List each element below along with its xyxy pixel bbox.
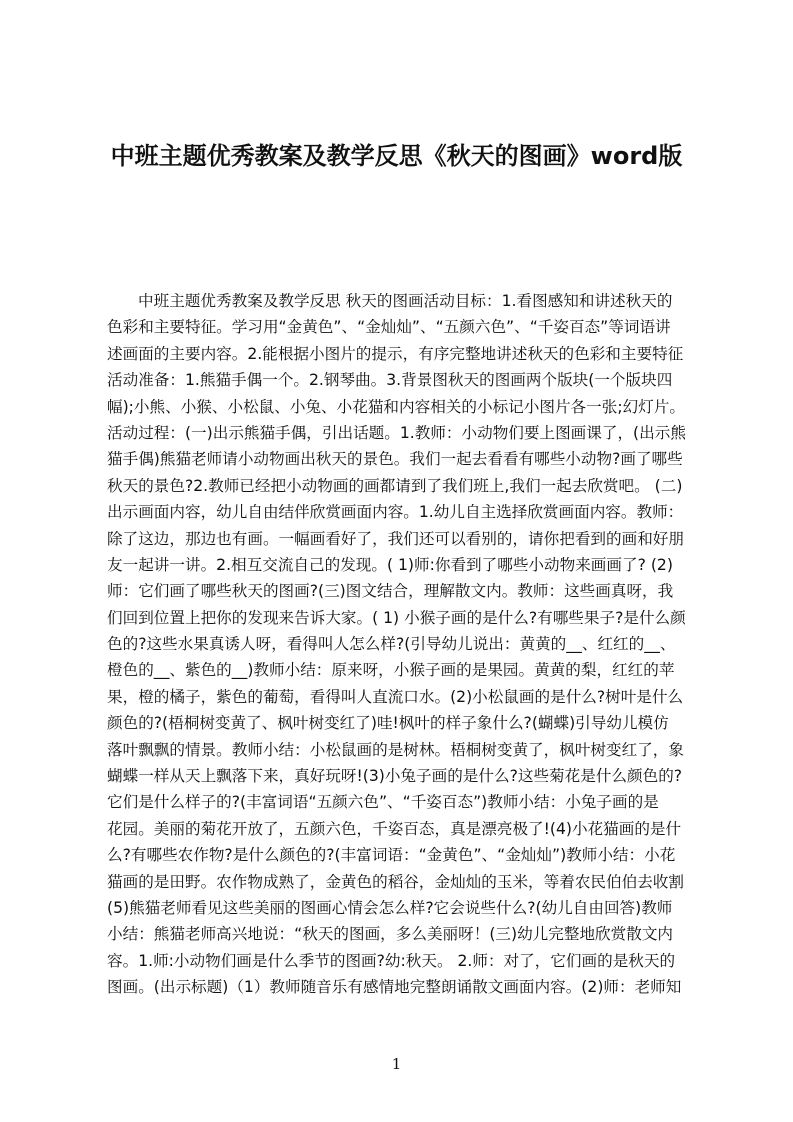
body-line: 猫手偶)熊猫老师请小动物画出秋天的景色。我们一起去看看有哪些小动物?画了哪些 <box>107 450 683 469</box>
body-line: 小结：熊猫老师高兴地说：“秋天的图画，多么美丽呀！(三)幼儿完整地欣赏散文内 <box>107 925 674 944</box>
body-line: 活动准备：1.熊猫手偶一个。2.钢琴曲。3.背景图秋天的图画两个版块(一个版块四 <box>107 371 673 390</box>
body-line: 容。1.师:小动物们画是什么季节的图画?幼:秋天。 2.师：对了，它们画的是秋天的 <box>107 951 676 970</box>
body-line: 活动过程：(一)出示熊猫手偶，引出话题。1.教师：小动物们要上图画课了，(出示熊 <box>107 423 686 442</box>
body-line: 除了这边，那边也有画。一幅画看好了，我们还可以看别的，请你把看到的画和好朋 <box>107 529 684 548</box>
body-line: 落叶飘飘的情景。教师小结：小松鼠画的是树林。梧桐树变黄了，枫叶树变红了，象 <box>107 740 684 759</box>
body-line: 友一起讲一讲。2.相互交流自己的发现。( 1)师:你看到了哪些小动物来画画了? (2) <box>107 555 673 574</box>
body-line: 秋天的景色?2.教师已经把小动物画的画都请到了我们班上,我们一起去欣赏吧。 (二) <box>107 476 683 495</box>
document-body <box>107 288 697 1001</box>
body-line: 色的?这些水果真诱人呀，看得叫人怎么样?(引导幼儿说出：黄黄的__、红红的__、 <box>107 635 676 654</box>
document-title: 中班主题优秀教案及教学反思《秋天的图画》word版 <box>110 142 683 170</box>
body-line: 么?有哪些农作物?是什么颜色的?(丰富词语：“金黄色”、“金灿灿”)教师小结：小花 <box>107 846 676 865</box>
body-line: 猫画的是田野。农作物成熟了，金黄色的稻谷，金灿灿的玉米，等着农民伯伯去收割 <box>107 872 684 891</box>
body-line: 幅);小熊、小猴、小松鼠、小兔、小花猫和内容相关的小标记小图片各一张;幻灯片。 <box>107 397 685 416</box>
body-line: 果，橙的橘子，紫色的葡萄，看得叫人直流口水。(2)小松鼠画的是什么?树叶是什么 <box>107 687 684 706</box>
body-line: 述画面的主要内容。2.能根据小图片的提示，有序完整地讲述秋天的色彩和主要特征 <box>107 344 684 363</box>
body-line: 出示画面内容，幼儿自由结伴欣赏画面内容。1.幼儿自主选择欣赏画面内容。教师： <box>107 503 684 522</box>
body-line: 中班主题优秀教案及教学反思 秋天的图画活动目标：1.看图感知和讲述秋天的 <box>138 292 673 310</box>
body-line: 它们是什么样子的?(丰富词语“五颜六色”、“千姿百态”)教师小结：小兔子画的是 <box>107 793 659 812</box>
body-line: 蝴蝶一样从天上飘落下来，真好玩呀!(3)小兔子画的是什么?这些菊花是什么颜色的? <box>107 767 683 786</box>
body-line: 图画。(出示标题)（1）教师随音乐有感情地完整朗诵散文画面内容。(2)师：老师知 <box>107 978 682 997</box>
body-line: 花园。美丽的菊花开放了，五颜六色，千姿百态，真是漂亮极了!(4)小花猫画的是什 <box>107 819 682 838</box>
page-number: 1 <box>391 1055 402 1073</box>
body-line: 色彩和主要特征。学习用“金黄色”、“金灿灿”、“五颜六色”、“千姿百态”等词语讲 <box>107 318 671 337</box>
body-line: (5)熊猫老师看见这些美丽的图画心情会怎么样?它会说些什么?(幼儿自由回答)教师 <box>107 898 673 917</box>
body-line: 们回到位置上把你的发现来告诉大家。( 1) 小猴子画的是什么?有哪些果子?是什么颜 <box>107 608 686 627</box>
body-line: 颜色的?(梧桐树变黄了、枫叶树变红了)哇!枫叶的样子象什么?(蝴蝶)引导幼儿模仿 <box>107 714 669 733</box>
body-line: 橙色的__、紫色的__)教师小结：原来呀，小猴子画的是果园。黄黄的梨，红红的苹 <box>107 661 675 680</box>
body-line: 师：它们画了哪些秋天的图画?(三)图文结合，理解散文内。教师：这些画真呀，我 <box>107 582 674 601</box>
